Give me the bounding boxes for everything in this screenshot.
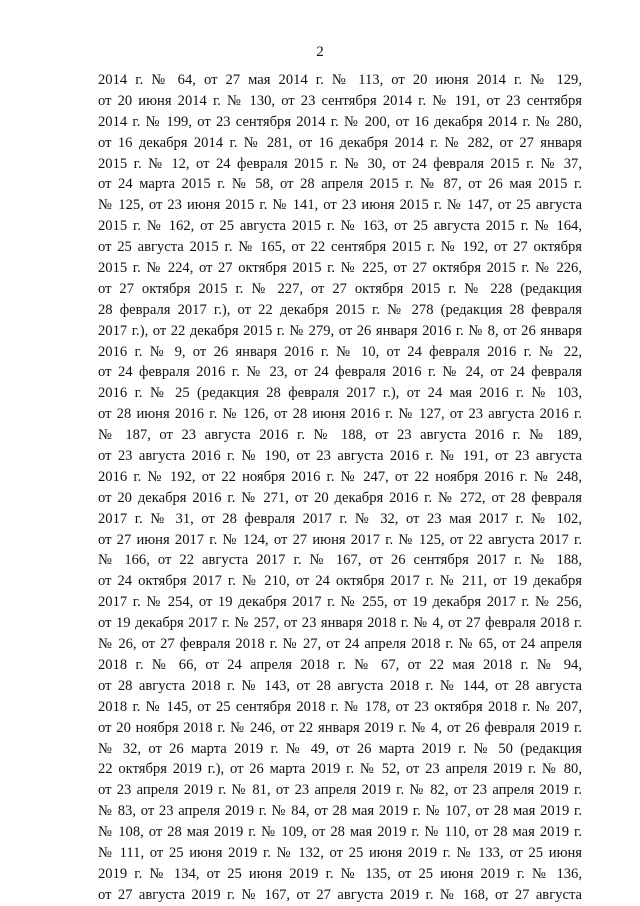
text-line: от 24 февраля 2016 г. № 23, от 24 февраля 2016 г. № 24, от 24 февраля	[98, 364, 582, 381]
text-line: № 26, от 27 февраля 2018 г. № 27, от 24 апреля 2018 г. № 65, от 24 апреля	[98, 636, 582, 653]
text-line: 2016 г. № 192, от 22 ноября 2016 г. № 247, от 22 ноября 2016 г. № 248,	[98, 468, 582, 485]
text-line: от 20 декабря 2016 г. № 271, от 20 декабря 2016 г. № 272, от 28 февраля	[98, 489, 582, 506]
text-line: 2018 г. № 145, от 25 сентября 2018 г. № 178, от 23 октября 2018 г. № 207,	[98, 698, 582, 715]
text-line: от 23 апреля 2019 г. № 81, от 23 апреля 2019 г. № 82, от 23 апреля 2019 г.	[98, 782, 582, 799]
text-line: № 111, от 25 июня 2019 г. № 132, от 25 июня 2019 г. № 133, от 25 июня	[98, 844, 582, 861]
text-line: 2019 г. № 134, от 25 июня 2019 г. № 135, от 25 июня 2019 г. № 136,	[98, 865, 582, 882]
text-line: от 27 октября 2015 г. № 227, от 27 октября 2015 г. № 228 (редакция	[98, 280, 582, 297]
text-line: 2015 г. № 224, от 27 октября 2015 г. № 225, от 27 октября 2015 г. № 226,	[98, 260, 582, 277]
text-line: от 20 ноября 2018 г. № 246, от 22 января 2019 г. № 4, от 26 февраля 2019 г.	[98, 719, 582, 736]
text-line: от 23 августа 2016 г. № 190, от 23 августа 2016 г. № 191, от 23 августа	[98, 448, 582, 465]
text-line: № 187, от 23 августа 2016 г. № 188, от 23 августа 2016 г. № 189,	[98, 427, 582, 444]
text-line: от 27 июня 2017 г. № 124, от 27 июня 2017 г. № 125, от 22 августа 2017 г.	[98, 531, 582, 548]
text-line: 2015 г. № 162, от 25 августа 2015 г. № 163, от 25 августа 2015 г. № 164,	[98, 218, 582, 235]
text-line: от 28 августа 2018 г. № 143, от 28 августа 2018 г. № 144, от 28 августа	[98, 677, 582, 694]
text-line: 22 октября 2019 г.), от 26 марта 2019 г. № 52, от 23 апреля 2019 г. № 80,	[98, 761, 582, 778]
document-body-text	[98, 70, 582, 906]
text-line: № 166, от 22 августа 2017 г. № 167, от 26 сентября 2017 г. № 188,	[98, 552, 582, 569]
text-line: 2015 г. № 12, от 24 февраля 2015 г. № 30, от 24 февраля 2015 г. № 37,	[98, 155, 582, 172]
text-line: от 24 октября 2017 г. № 210, от 24 октября 2017 г. № 211, от 19 декабря	[98, 573, 582, 590]
text-line: 2017 г.), от 22 декабря 2015 г. № 279, от 26 января 2016 г. № 8, от 26 января	[98, 322, 582, 339]
text-line: 2016 г. № 25 (редакция 28 февраля 2017 г.), от 24 мая 2016 г. № 103,	[98, 385, 582, 402]
text-line: от 19 декабря 2017 г. № 257, от 23 января 2018 г. № 4, от 27 февраля 2018 г.	[98, 615, 582, 632]
page-number: 2	[316, 44, 324, 60]
text-line: 2018 г. № 66, от 24 апреля 2018 г. № 67, от 22 мая 2018 г. № 94,	[98, 656, 582, 673]
text-line: от 28 июня 2016 г. № 126, от 28 июня 2016 г. № 127, от 23 августа 2016 г.	[98, 406, 582, 423]
text-line: № 32, от 26 марта 2019 г. № 49, от 26 марта 2019 г. № 50 (редакция	[98, 740, 582, 757]
text-line: 28 февраля 2017 г.), от 22 декабря 2015 г. № 278 (редакция 28 февраля	[98, 301, 582, 318]
text-line: 2017 г. № 31, от 28 февраля 2017 г. № 32, от 23 мая 2017 г. № 102,	[98, 510, 582, 527]
text-line: № 125, от 23 июня 2015 г. № 141, от 23 июня 2015 г. № 147, от 25 августа	[98, 197, 582, 214]
text-line: 2014 г. № 199, от 23 сентября 2014 г. № 200, от 16 декабря 2014 г. № 280,	[98, 113, 582, 130]
text-line: от 24 марта 2015 г. № 58, от 28 апреля 2015 г. № 87, от 26 мая 2015 г.	[98, 176, 582, 193]
text-line: от 20 июня 2014 г. № 130, от 23 сентября 2014 г. № 191, от 23 сентября	[98, 92, 582, 109]
text-line: от 25 августа 2015 г. № 165, от 22 сентября 2015 г. № 192, от 27 октября	[98, 239, 582, 256]
text-line: 2014 г. № 64, от 27 мая 2014 г. № 113, от 20 июня 2014 г. № 129,	[98, 72, 582, 88]
text-line: 2016 г. № 9, от 26 января 2016 г. № 10, от 24 февраля 2016 г. № 22,	[98, 343, 582, 360]
text-line: № 108, от 28 мая 2019 г. № 109, от 28 мая 2019 г. № 110, от 28 мая 2019 г.	[98, 824, 582, 841]
text-line: от 16 декабря 2014 г. № 281, от 16 декабря 2014 г. № 282, от 27 января	[98, 134, 582, 151]
text-line: 2017 г. № 254, от 19 декабря 2017 г. № 255, от 19 декабря 2017 г. № 256,	[98, 594, 582, 611]
text-line: № 83, от 23 апреля 2019 г. № 84, от 28 мая 2019 г. № 107, от 28 мая 2019 г.	[98, 803, 582, 820]
text-line: от 27 августа 2019 г. № 167, от 27 августа 2019 г. № 168, от 27 августа	[98, 886, 582, 903]
